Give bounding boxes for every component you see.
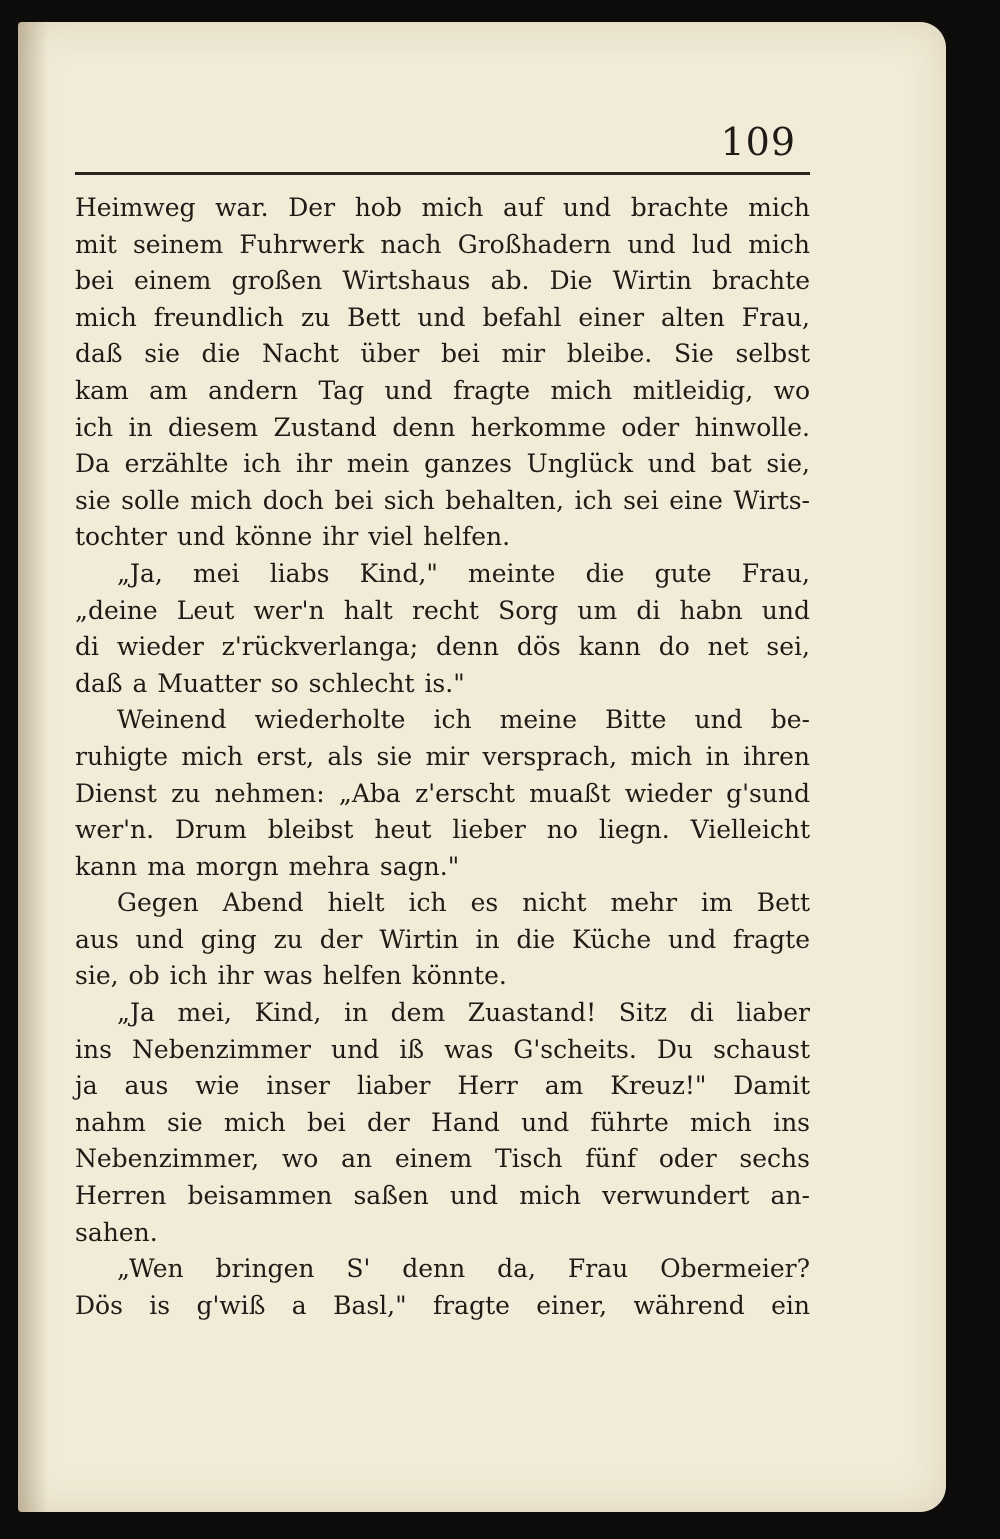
text-line: sie solle mich doch bei sich behalten, ich sei eine Wirts- (75, 485, 810, 515)
text-line: wer'n. Drum bleibst heut lieber no liegn. Vielleicht (75, 815, 810, 845)
text-line: sie, ob ich ihr was helfen könnte. (75, 961, 507, 991)
text-line: bei einem großen Wirtshaus ab. Die Wirtin brachte (75, 266, 810, 296)
text-line: ja aus wie inser liaber Herr am Kreuz!" Damit (75, 1071, 810, 1101)
text-line: „deine Leut wer'n halt recht Sorg um di habn und (75, 595, 810, 625)
text-line: Gegen Abend hielt ich es nicht mehr im Bett (117, 888, 810, 918)
text-line: Nebenzimmer, wo an einem Tisch fünf oder sechs (75, 1144, 810, 1174)
text-line: ruhigte mich erst, als sie mir versprach, mich in ihren (75, 741, 810, 771)
page-gutter-shadow (18, 22, 48, 1512)
header-rule (75, 172, 810, 175)
text-line: kam am andern Tag und fragte mich mitleidig, wo (75, 375, 810, 405)
text-line: Dienst zu nehmen: „Aba z'erscht muaßt wieder g'sund (75, 778, 810, 808)
body-text (75, 190, 810, 1324)
text-line: ins Nebenzimmer und iß was G'scheits. Du schaust (75, 1034, 810, 1064)
text-line: sahen. (75, 1217, 158, 1247)
text-line: daß sie die Nacht über bei mir bleibe. Sie selbst (75, 339, 810, 369)
text-line: Herren beisammen saßen und mich verwundert an- (75, 1181, 810, 1211)
text-line: daß a Muatter so schlecht is." (75, 668, 465, 698)
text-line: aus und ging zu der Wirtin in die Küche und fragte (75, 924, 810, 954)
text-line: Dös is g'wiß a Basl," fragte einer, während ein (75, 1290, 810, 1320)
text-line: mich freundlich zu Bett und befahl einer alten Frau, (75, 302, 810, 332)
text-line: nahm sie mich bei der Hand und führte mich ins (75, 1107, 810, 1137)
book-page (18, 22, 946, 1512)
text-line: kann ma morgn mehra sagn." (75, 851, 460, 881)
text-line: di wieder z'rückverlanga; denn dös kann do net sei, (75, 632, 810, 662)
page-number: 109 (720, 120, 796, 164)
text-line: „Ja, mei liabs Kind," meinte die gute Frau, (117, 558, 810, 588)
text-line: „Ja mei, Kind, in dem Zuastand! Sitz di liaber (117, 998, 810, 1028)
text-line: ich in diesem Zustand denn herkomme oder hinwolle. (75, 412, 810, 442)
text-line: Da erzählte ich ihr mein ganzes Unglück und bat sie, (75, 449, 810, 479)
text-line: tochter und könne ihr viel helfen. (75, 522, 511, 552)
text-line: Heimweg war. Der hob mich auf und brachte mich (75, 193, 810, 222)
text-line: mit seinem Fuhrwerk nach Großhadern und lud mich (75, 229, 810, 259)
text-line: Weinend wiederholte ich meine Bitte und be- (117, 705, 810, 735)
text-line: „Wen bringen S' denn da, Frau Obermeier? (117, 1254, 810, 1284)
